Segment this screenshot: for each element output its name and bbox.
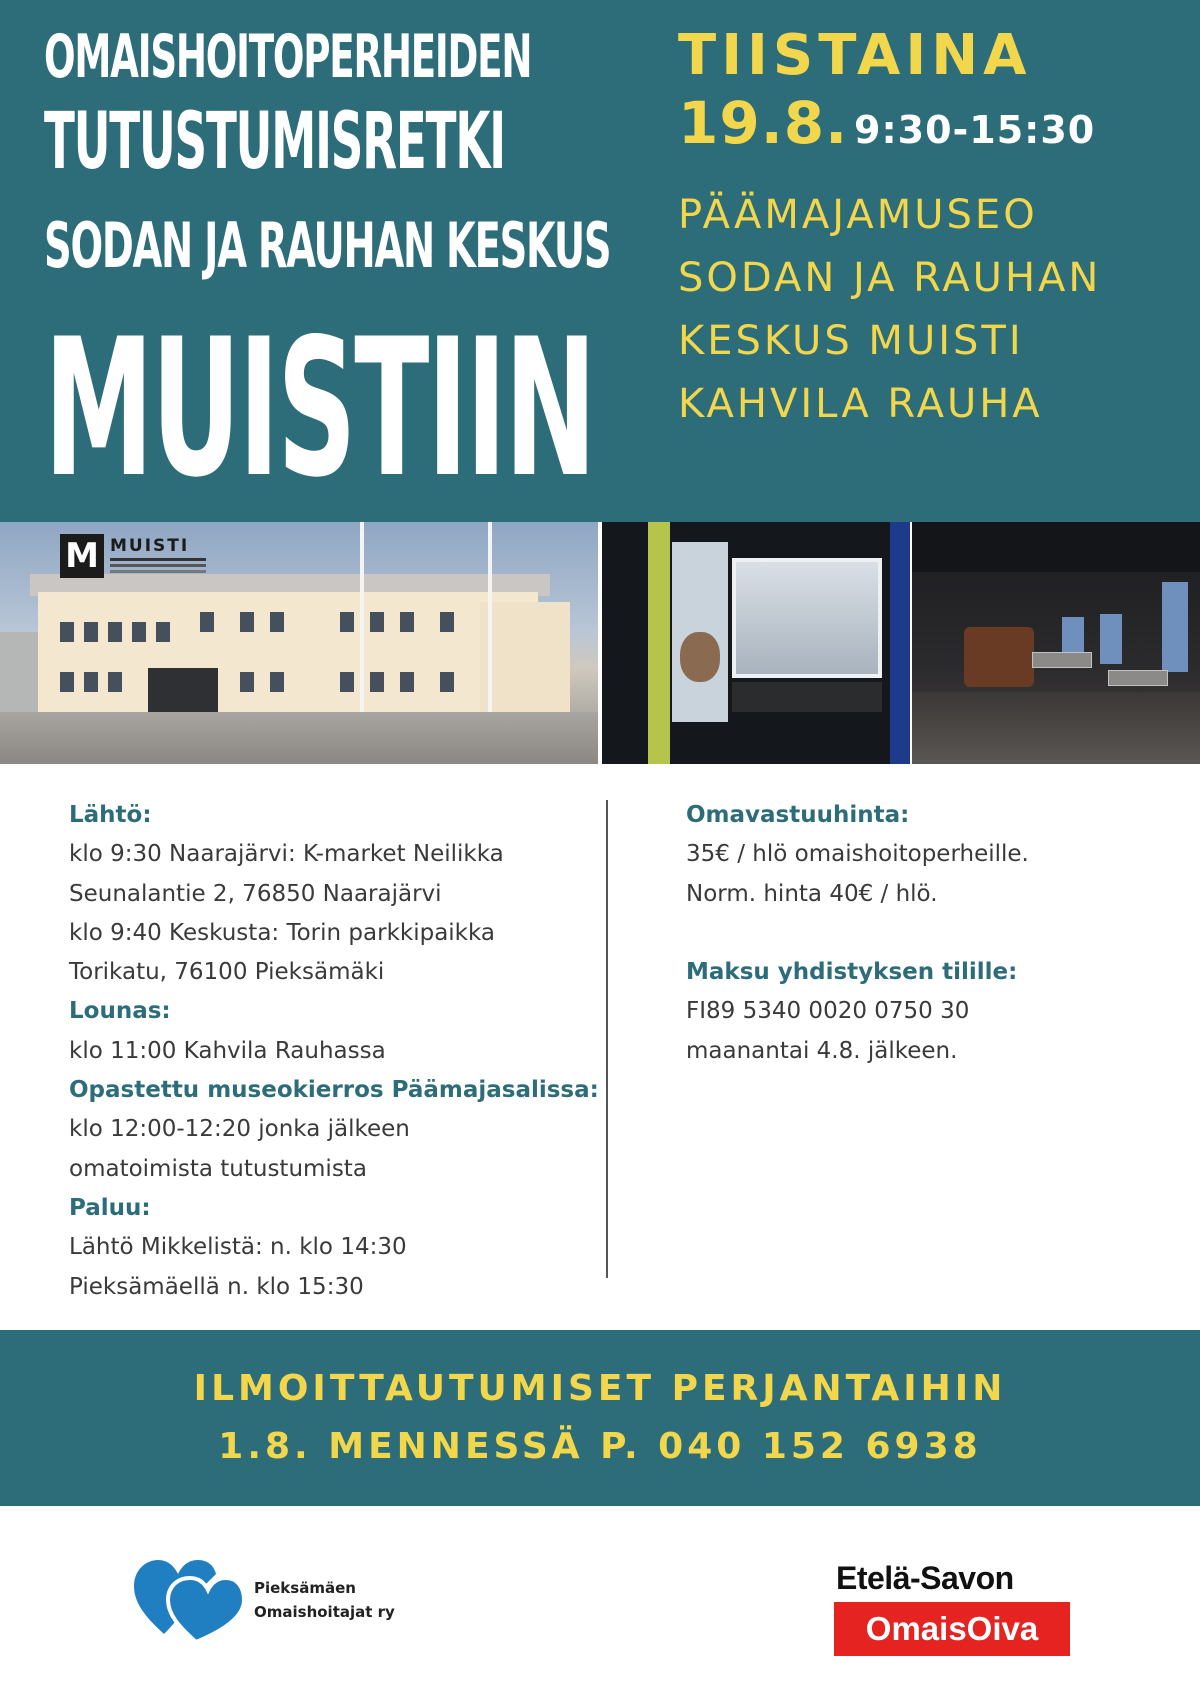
payment-line: FI89 5340 0020 0750 30 xyxy=(686,998,970,1025)
muisti-logo-mark: M xyxy=(60,534,104,578)
place-item: KESKUS MUISTI xyxy=(678,318,1024,364)
price-label: Omavastuuhinta: xyxy=(686,802,910,828)
org-name-line: Omaishoitajat ry xyxy=(254,1603,395,1621)
payment-line: maanantai 4.8. jälkeen. xyxy=(686,1037,958,1064)
title-line-2: TUTUSTUMISRETKI xyxy=(44,97,505,187)
payment-label: Maksu yhdistyksen tilille: xyxy=(686,959,1018,986)
exhibition-screen-photo xyxy=(602,522,910,764)
winter-war-screen xyxy=(732,558,882,678)
event-date: 19.8. xyxy=(678,89,849,157)
org-name xyxy=(254,1576,395,1624)
registration-banner xyxy=(0,1330,1200,1506)
place-item: KAHVILA RAUHA xyxy=(678,381,1043,427)
title-line-4: MUISTIIN xyxy=(44,298,595,519)
places-list xyxy=(678,184,1101,436)
departure-line: klo 9:40 Keskusta: Torin parkkipaikka xyxy=(69,919,496,946)
event-time: 9:30-15:30 xyxy=(854,108,1096,152)
tour-line: omatoimista tutustumista xyxy=(69,1155,367,1182)
place-item: PÄÄMAJAMUSEO xyxy=(678,192,1038,238)
price-line: Norm. hinta 40€ / hlö. xyxy=(686,880,938,907)
column-divider xyxy=(606,800,608,1278)
muisti-logo-word: MUISTI xyxy=(110,536,190,556)
return-line: Lähtö Mikkelistä: n. klo 14:30 xyxy=(69,1234,407,1261)
registration-line-1: ILMOITTAUTUMISET PERJANTAIHIN xyxy=(193,1368,1007,1409)
title-line-3: SODAN JA RAUHAN KESKUS xyxy=(44,209,611,282)
title-line-1: OMAISHOITOPERHEIDEN xyxy=(44,22,532,92)
exhibit-machine xyxy=(964,627,1034,687)
departure-line: Seunalantie 2, 76850 Naarajärvi xyxy=(69,880,442,907)
pricing-column xyxy=(686,796,1166,1071)
return-line: Pieksämäellä n. klo 15:30 xyxy=(69,1273,364,1300)
omaisoiva-region: Etelä-Savon xyxy=(836,1560,1014,1596)
org-name-line: Pieksämäen xyxy=(254,1579,356,1597)
schedule-column xyxy=(69,796,599,1307)
omaisoiva-logo xyxy=(834,1560,1074,1660)
tour-label: Opastettu museokierros Päämajasalissa: xyxy=(69,1077,599,1104)
departure-label: Lähtö: xyxy=(69,802,152,828)
registration-line-2: 1.8. MENNESSÄ P. 040 152 6938 xyxy=(218,1426,982,1467)
building-facade xyxy=(38,592,538,712)
muisti-logo xyxy=(60,534,200,584)
pieksamaen-omaishoitajat-logo xyxy=(134,1556,464,1646)
return-label: Paluu: xyxy=(69,1194,151,1221)
museum-building-photo xyxy=(0,522,598,764)
departure-line: Torikatu, 76100 Pieksämäki xyxy=(69,959,385,986)
departure-line: klo 9:30 Naarajärvi: K-market Neilikka xyxy=(69,841,504,868)
header-banner xyxy=(0,0,1200,522)
soldier-figure xyxy=(680,632,720,682)
exhibition-hall-photo xyxy=(912,522,1200,764)
price-line: 35€ / hlö omaishoitoperheille. xyxy=(686,841,1029,868)
tour-line: klo 12:00-12:20 jonka jälkeen xyxy=(69,1116,410,1143)
lunch-line: klo 11:00 Kahvila Rauhassa xyxy=(69,1037,386,1064)
place-item: SODAN JA RAUHAN xyxy=(678,255,1102,301)
omaisoiva-wordmark: OmaisOiva xyxy=(834,1602,1070,1656)
event-day: TIISTAINA xyxy=(678,23,1032,88)
hearts-icon xyxy=(134,1556,244,1646)
lunch-label: Lounas: xyxy=(69,998,171,1025)
photo-strip xyxy=(0,522,1200,764)
